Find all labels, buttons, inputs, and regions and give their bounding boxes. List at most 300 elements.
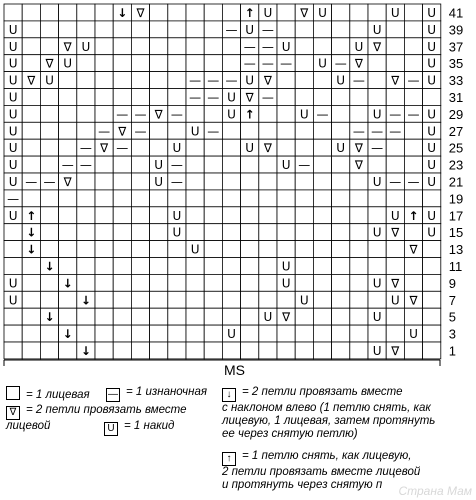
grid-cell bbox=[59, 89, 77, 106]
grid-cell bbox=[40, 190, 58, 207]
grid-cell bbox=[4, 4, 22, 21]
grid-cell bbox=[22, 291, 40, 308]
purl-cell-symbol: — bbox=[207, 124, 220, 139]
grid-cell bbox=[350, 190, 368, 207]
legend-ssk-text-3: лицевую, 1 лицевая, затем протянуть bbox=[222, 415, 436, 427]
grid-cell bbox=[259, 122, 277, 139]
purl-cell-symbol: — bbox=[189, 73, 202, 88]
grid-cell bbox=[131, 139, 149, 156]
yo-cell-symbol: U bbox=[372, 22, 382, 37]
grid-cell bbox=[113, 190, 131, 207]
grid-cell bbox=[350, 258, 368, 275]
row-number: 23 bbox=[448, 157, 464, 173]
k2tog-cell-symbol: ∇ bbox=[154, 107, 163, 122]
legend-knit bbox=[6, 386, 90, 402]
grid-cell bbox=[168, 291, 186, 308]
grid-cell bbox=[40, 241, 58, 258]
yo-cell-symbol: U bbox=[154, 158, 164, 173]
grid-cell bbox=[204, 156, 222, 173]
grid-cell bbox=[313, 72, 331, 89]
grid-cell bbox=[131, 258, 149, 275]
grid-cell bbox=[131, 241, 149, 258]
grid-cell bbox=[386, 241, 404, 258]
yo-cell-symbol: U bbox=[8, 158, 18, 173]
grid-cell bbox=[22, 55, 40, 72]
grid-cell bbox=[222, 241, 240, 258]
yo-cell-symbol: U bbox=[190, 242, 200, 257]
yo-cell-symbol: U bbox=[372, 310, 382, 325]
purl-cell-symbol: — bbox=[79, 158, 92, 173]
grid-cell bbox=[186, 173, 204, 190]
ssk-cell-symbol: ↓ bbox=[62, 276, 73, 291]
grid-cell bbox=[168, 55, 186, 72]
grid-cell bbox=[295, 274, 313, 291]
grid-cell bbox=[186, 55, 204, 72]
grid-cell bbox=[131, 89, 149, 106]
grid-cell bbox=[95, 72, 113, 89]
purl-cell-symbol: — bbox=[389, 107, 402, 122]
row-number: 1 bbox=[448, 343, 457, 359]
grid-cell bbox=[168, 274, 186, 291]
grid-cell bbox=[222, 139, 240, 156]
legend-ssk bbox=[222, 386, 435, 441]
grid-cell bbox=[168, 89, 186, 106]
grid-cell bbox=[40, 274, 58, 291]
grid-cell bbox=[313, 291, 331, 308]
yo-cell-symbol: U bbox=[263, 5, 273, 20]
grid-cell bbox=[350, 224, 368, 241]
grid-cell bbox=[368, 258, 386, 275]
sk2p-cell-symbol: ↑ bbox=[244, 5, 255, 20]
yo-cell-symbol: U bbox=[245, 73, 255, 88]
legend-ssk-text-4: ее через снятую петлю) bbox=[222, 428, 358, 440]
purl-cell-symbol: — bbox=[298, 158, 311, 173]
grid-cell bbox=[332, 274, 350, 291]
grid-cell bbox=[277, 122, 295, 139]
grid-cell bbox=[59, 207, 77, 224]
grid-cell bbox=[113, 156, 131, 173]
grid-cell bbox=[40, 325, 58, 342]
grid-cell bbox=[295, 308, 313, 325]
grid-cell bbox=[22, 105, 40, 122]
grid-cell bbox=[277, 173, 295, 190]
grid-cell bbox=[22, 122, 40, 139]
yo-cell-symbol: U bbox=[8, 141, 18, 156]
legend-yo-text: = 1 накид bbox=[124, 420, 175, 432]
grid-cell bbox=[241, 258, 259, 275]
grid-cell bbox=[332, 89, 350, 106]
yo-cell-symbol: U bbox=[372, 174, 382, 189]
grid-cell bbox=[259, 325, 277, 342]
yo-cell-symbol: U bbox=[372, 276, 382, 291]
grid-cell bbox=[423, 325, 441, 342]
yo-cell-symbol: U bbox=[63, 56, 73, 71]
purl-cell-symbol: — bbox=[316, 107, 329, 122]
grid-cell bbox=[59, 105, 77, 122]
k2tog-symbol-box: ∇ bbox=[6, 406, 20, 420]
grid-cell bbox=[259, 207, 277, 224]
grid-cell bbox=[350, 207, 368, 224]
grid-cell bbox=[277, 21, 295, 38]
grid-cell bbox=[423, 190, 441, 207]
grid-cell bbox=[131, 291, 149, 308]
purl-cell-symbol: — bbox=[225, 73, 238, 88]
purl-cell-symbol: — bbox=[389, 174, 402, 189]
grid-cell bbox=[350, 274, 368, 291]
grid-cell bbox=[332, 325, 350, 342]
grid-cell bbox=[313, 207, 331, 224]
grid-cell bbox=[131, 156, 149, 173]
grid-cell bbox=[59, 139, 77, 156]
grid-cell bbox=[204, 342, 222, 359]
grid-cell bbox=[59, 258, 77, 275]
k2tog-cell-symbol: ∇ bbox=[100, 141, 109, 156]
ssk-cell-symbol: ↓ bbox=[44, 259, 55, 274]
grid-cell bbox=[77, 190, 95, 207]
grid-cell bbox=[423, 342, 441, 359]
grid-cell bbox=[22, 274, 40, 291]
grid-cell bbox=[241, 122, 259, 139]
grid-cell bbox=[259, 274, 277, 291]
grid-cell bbox=[150, 38, 168, 55]
yo-cell-symbol: U bbox=[172, 141, 182, 156]
yo-cell-symbol: U bbox=[8, 73, 18, 88]
grid-cell bbox=[113, 224, 131, 241]
grid-cell bbox=[95, 156, 113, 173]
purl-cell-symbol: — bbox=[134, 107, 147, 122]
grid-cell bbox=[77, 224, 95, 241]
grid-cell bbox=[59, 291, 77, 308]
legend-k2tog-text-1: = 2 петли провязать вместе bbox=[26, 404, 187, 416]
row-number: 41 bbox=[448, 5, 464, 21]
yo-cell-symbol: U bbox=[336, 141, 346, 156]
grid-cell bbox=[113, 207, 131, 224]
grid-cell bbox=[259, 258, 277, 275]
grid-cell bbox=[222, 274, 240, 291]
purl-cell-symbol: — bbox=[334, 56, 347, 71]
grid-cell bbox=[77, 308, 95, 325]
knit-symbol-box bbox=[6, 386, 20, 400]
purl-cell-symbol: — bbox=[43, 174, 56, 189]
grid-cell bbox=[404, 274, 422, 291]
grid-cell bbox=[313, 122, 331, 139]
grid-cell bbox=[40, 224, 58, 241]
grid-cell bbox=[350, 308, 368, 325]
yo-cell-symbol: U bbox=[8, 124, 18, 139]
grid-cell bbox=[313, 224, 331, 241]
grid-cell bbox=[77, 258, 95, 275]
grid-cell bbox=[332, 156, 350, 173]
grid-cell bbox=[222, 122, 240, 139]
grid-cell bbox=[168, 241, 186, 258]
row-number: 7 bbox=[448, 292, 457, 308]
grid-cell bbox=[241, 308, 259, 325]
yo-cell-symbol: U bbox=[299, 107, 309, 122]
grid-cell bbox=[186, 224, 204, 241]
purl-cell-symbol: — bbox=[371, 124, 384, 139]
yo-cell-symbol: U bbox=[281, 158, 291, 173]
yo-cell-symbol: U bbox=[427, 208, 437, 223]
grid-cell bbox=[4, 308, 22, 325]
grid-cell bbox=[150, 308, 168, 325]
row-number: 39 bbox=[448, 22, 464, 38]
grid-cell bbox=[168, 122, 186, 139]
grid-cell bbox=[113, 308, 131, 325]
grid-cell bbox=[259, 224, 277, 241]
purl-cell-symbol: — bbox=[7, 191, 20, 206]
grid-cell bbox=[241, 173, 259, 190]
grid-cell bbox=[77, 325, 95, 342]
grid-cell bbox=[204, 139, 222, 156]
grid-cell bbox=[150, 258, 168, 275]
grid-cell bbox=[186, 190, 204, 207]
grid-cell bbox=[150, 325, 168, 342]
yo-cell-symbol: U bbox=[427, 141, 437, 156]
grid-cell bbox=[404, 21, 422, 38]
grid-cell bbox=[77, 72, 95, 89]
yo-cell-symbol: U bbox=[372, 225, 382, 240]
grid-cell bbox=[168, 308, 186, 325]
yo-cell-symbol: U bbox=[8, 107, 18, 122]
grid-cell bbox=[131, 325, 149, 342]
purl-cell-symbol: — bbox=[98, 124, 111, 139]
grid-cell bbox=[277, 139, 295, 156]
yo-cell-symbol: U bbox=[8, 90, 18, 105]
grid-cell bbox=[241, 342, 259, 359]
yo-cell-symbol: U bbox=[8, 293, 18, 308]
grid-cell bbox=[350, 291, 368, 308]
grid-cell bbox=[150, 139, 168, 156]
grid-cell bbox=[40, 139, 58, 156]
grid-cell bbox=[404, 342, 422, 359]
grid-cell bbox=[277, 224, 295, 241]
grid-cell bbox=[168, 38, 186, 55]
grid-cell bbox=[295, 173, 313, 190]
grid-cell bbox=[313, 274, 331, 291]
yo-cell-symbol: U bbox=[427, 107, 437, 122]
grid-cell bbox=[113, 21, 131, 38]
grid-cell bbox=[150, 122, 168, 139]
grid-cell bbox=[186, 291, 204, 308]
grid-cell bbox=[131, 207, 149, 224]
purl-cell-symbol: — bbox=[170, 158, 183, 173]
row-number: 17 bbox=[448, 208, 464, 224]
grid-cell bbox=[423, 291, 441, 308]
legend-purl bbox=[106, 386, 207, 402]
k2tog-cell-symbol: ∇ bbox=[118, 124, 127, 139]
grid-cell bbox=[59, 21, 77, 38]
grid-cell bbox=[222, 224, 240, 241]
grid-cell bbox=[131, 190, 149, 207]
grid-cell bbox=[77, 173, 95, 190]
legend-ssk-text-2: с наклоном влево (1 петлю снять, как bbox=[222, 402, 431, 414]
grid-cell bbox=[204, 38, 222, 55]
yo-cell-symbol: U bbox=[427, 22, 437, 37]
grid-cell bbox=[77, 21, 95, 38]
grid-cell bbox=[150, 291, 168, 308]
grid-cell bbox=[59, 224, 77, 241]
grid-cell bbox=[222, 207, 240, 224]
yo-cell-symbol: U bbox=[354, 39, 364, 54]
grid-cell bbox=[295, 72, 313, 89]
purl-cell-symbol: — bbox=[116, 107, 129, 122]
grid-cell bbox=[386, 38, 404, 55]
yo-cell-symbol: U bbox=[45, 73, 54, 88]
grid-cell bbox=[204, 207, 222, 224]
grid-cell bbox=[313, 190, 331, 207]
grid-cell bbox=[95, 308, 113, 325]
ssk-cell-symbol: ↓ bbox=[117, 5, 128, 20]
grid-cell bbox=[368, 241, 386, 258]
grid-cell bbox=[259, 173, 277, 190]
grid-cell bbox=[77, 105, 95, 122]
grid-cell bbox=[186, 38, 204, 55]
k2tog-cell-symbol: ∇ bbox=[391, 276, 400, 291]
purl-cell-symbol: — bbox=[116, 141, 129, 156]
yo-cell-symbol: U bbox=[427, 5, 437, 20]
grid-cell bbox=[423, 241, 441, 258]
grid-cell bbox=[222, 258, 240, 275]
ssk-cell-symbol: ↓ bbox=[26, 225, 37, 240]
grid-cell bbox=[168, 190, 186, 207]
yo-cell-symbol: U bbox=[318, 56, 327, 71]
grid-cell bbox=[313, 241, 331, 258]
grid-cell bbox=[404, 190, 422, 207]
grid-cell bbox=[59, 122, 77, 139]
grid-cell bbox=[350, 89, 368, 106]
grid-cell bbox=[332, 190, 350, 207]
grid-cell bbox=[40, 291, 58, 308]
grid-cell bbox=[95, 258, 113, 275]
grid-cell bbox=[22, 342, 40, 359]
grid-cell bbox=[150, 241, 168, 258]
grid-cell bbox=[4, 241, 22, 258]
grid-cell bbox=[150, 21, 168, 38]
yo-cell-symbol: U bbox=[172, 225, 182, 240]
yo-cell-symbol: U bbox=[318, 5, 327, 20]
yo-cell-symbol: U bbox=[8, 208, 18, 223]
grid-cell bbox=[186, 156, 204, 173]
grid-cell bbox=[313, 156, 331, 173]
grid-cell bbox=[77, 55, 95, 72]
grid-cell bbox=[368, 4, 386, 21]
yo-cell-symbol: U bbox=[227, 107, 236, 122]
yo-cell-symbol: U bbox=[190, 124, 200, 139]
yo-cell-symbol: U bbox=[409, 327, 418, 342]
grid-cell bbox=[4, 258, 22, 275]
k2tog-cell-symbol: ∇ bbox=[409, 293, 418, 308]
purl-cell-symbol: — bbox=[352, 124, 365, 139]
grid-cell bbox=[204, 105, 222, 122]
grid-cell bbox=[77, 274, 95, 291]
yo-cell-symbol: U bbox=[427, 225, 437, 240]
yo-symbol-box: U bbox=[104, 422, 118, 436]
yo-cell-symbol: U bbox=[8, 56, 18, 71]
grid-cell bbox=[204, 258, 222, 275]
grid-cell bbox=[59, 241, 77, 258]
purl-cell-symbol: — bbox=[225, 22, 238, 37]
row-number: 15 bbox=[448, 225, 464, 241]
yo-cell-symbol: U bbox=[427, 73, 437, 88]
grid-cell bbox=[95, 105, 113, 122]
grid-cell bbox=[368, 207, 386, 224]
purl-cell-symbol: — bbox=[261, 90, 274, 105]
grid-cell bbox=[404, 224, 422, 241]
grid-cell bbox=[186, 308, 204, 325]
grid-cell bbox=[77, 207, 95, 224]
ssk-cell-symbol: ↓ bbox=[26, 242, 37, 257]
grid-cell bbox=[204, 224, 222, 241]
grid-cell bbox=[131, 72, 149, 89]
yo-cell-symbol: U bbox=[281, 276, 291, 291]
yo-cell-symbol: U bbox=[81, 39, 91, 54]
grid-cell bbox=[113, 38, 131, 55]
yo-cell-symbol: U bbox=[390, 5, 400, 20]
yo-cell-symbol: U bbox=[8, 22, 18, 37]
grid-cell bbox=[386, 139, 404, 156]
grid-cell bbox=[404, 4, 422, 21]
row-number: 21 bbox=[448, 174, 464, 190]
row-number: 29 bbox=[448, 106, 464, 122]
purl-cell-symbol: — bbox=[261, 39, 274, 54]
grid-cell bbox=[150, 190, 168, 207]
grid-cell bbox=[4, 224, 22, 241]
grid-cell bbox=[204, 274, 222, 291]
grid-cell bbox=[350, 21, 368, 38]
grid-cell bbox=[332, 224, 350, 241]
grid-cell bbox=[259, 156, 277, 173]
grid-cell bbox=[22, 21, 40, 38]
ssk-symbol-box: ↓ bbox=[222, 388, 236, 402]
purl-cell-symbol: — bbox=[207, 90, 220, 105]
grid-cell bbox=[222, 308, 240, 325]
grid-cell bbox=[277, 105, 295, 122]
grid-cell bbox=[150, 4, 168, 21]
grid-cell bbox=[168, 258, 186, 275]
legend-ssk-text-1: = 2 петли провязать вместе bbox=[242, 386, 403, 398]
grid-cell bbox=[186, 325, 204, 342]
yo-cell-symbol: U bbox=[227, 327, 236, 342]
grid-cell bbox=[168, 342, 186, 359]
k2tog-cell-symbol: ∇ bbox=[245, 90, 254, 105]
grid-cell bbox=[150, 72, 168, 89]
grid-cell bbox=[386, 325, 404, 342]
grid-cell bbox=[40, 105, 58, 122]
grid-cell bbox=[222, 156, 240, 173]
grid-cell bbox=[295, 325, 313, 342]
purl-cell-symbol: — bbox=[207, 73, 220, 88]
row-number: 25 bbox=[448, 140, 464, 156]
grid-cell bbox=[222, 55, 240, 72]
grid-cell bbox=[113, 89, 131, 106]
legend-knit-text: = 1 лицевая bbox=[26, 389, 90, 401]
grid-cell bbox=[186, 4, 204, 21]
grid-cell bbox=[404, 258, 422, 275]
sk2p-symbol-box: ↑ bbox=[222, 452, 236, 466]
grid-cell bbox=[186, 207, 204, 224]
grid-cell bbox=[332, 122, 350, 139]
grid-cell bbox=[95, 38, 113, 55]
k2tog-cell-symbol: ∇ bbox=[136, 5, 145, 20]
grid-cell bbox=[40, 89, 58, 106]
grid-cell bbox=[332, 173, 350, 190]
grid-cell bbox=[222, 291, 240, 308]
grid-cell bbox=[404, 156, 422, 173]
k2tog-cell-symbol: ∇ bbox=[300, 5, 309, 20]
grid-cell bbox=[423, 308, 441, 325]
grid-cell bbox=[95, 291, 113, 308]
purl-cell-symbol: — bbox=[170, 107, 183, 122]
